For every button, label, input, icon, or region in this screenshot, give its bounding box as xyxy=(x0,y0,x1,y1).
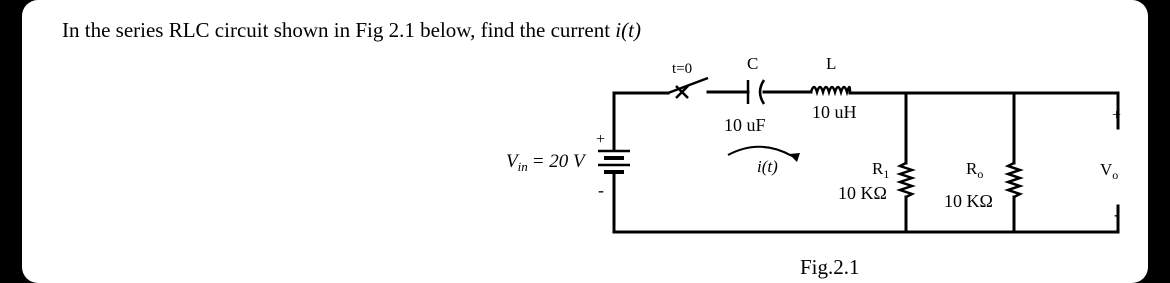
r1-symbol: R xyxy=(872,159,884,178)
switch-symbol xyxy=(668,78,708,98)
inductor-name: L xyxy=(826,54,837,73)
source-value: = 20 V xyxy=(531,151,585,172)
output-symbol: V xyxy=(1100,160,1113,179)
current-label: i(t) xyxy=(757,157,778,176)
output-subscript: o xyxy=(1112,168,1119,182)
current-arrow xyxy=(728,147,792,156)
source-label xyxy=(506,151,587,174)
source-subscript: in xyxy=(517,159,528,174)
ro-symbol: R xyxy=(966,159,978,178)
r1-subscript: 1 xyxy=(883,167,890,181)
source-plus: + xyxy=(596,131,606,148)
inductor-value: 10 uH xyxy=(812,102,857,122)
ro-name xyxy=(966,159,983,181)
question-prefix: In the series RLC circuit shown in Fig 2.1 below, find the current xyxy=(62,18,616,42)
current-arrowhead xyxy=(789,153,800,162)
capacitor-symbol xyxy=(748,80,764,104)
capacitor-value: 10 uF xyxy=(724,115,766,135)
r1-resistor-symbol xyxy=(900,163,912,197)
source-minus: - xyxy=(598,180,604,200)
inductor-symbol xyxy=(811,87,850,92)
current-symbol: i(t) xyxy=(615,18,641,42)
r1-name xyxy=(872,159,889,181)
figure-caption: Fig.2.1 xyxy=(800,255,860,279)
output-label xyxy=(1100,160,1118,182)
switch-label: t=0 xyxy=(672,61,693,77)
r1-value: 10 KΩ xyxy=(838,183,887,203)
output-plus: + xyxy=(1112,107,1122,124)
battery-symbol xyxy=(598,151,630,178)
capacitor-name: C xyxy=(747,54,759,73)
source-symbol: V xyxy=(506,151,518,172)
ro-subscript: o xyxy=(977,167,984,181)
output-minus: - xyxy=(1114,204,1120,224)
ro-value: 10 KΩ xyxy=(944,191,993,211)
ro-resistor-symbol xyxy=(1008,163,1020,197)
